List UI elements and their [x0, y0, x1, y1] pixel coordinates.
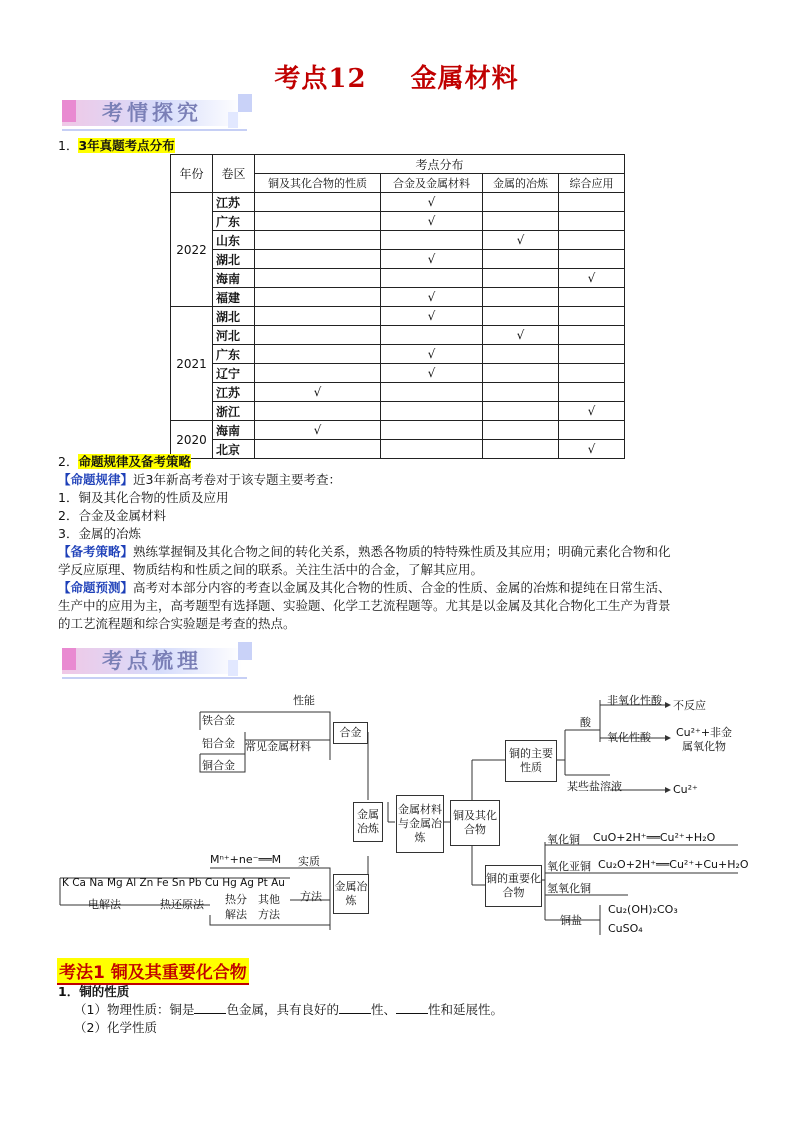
- check-mark: √: [381, 288, 483, 307]
- table-row: [171, 326, 625, 345]
- cell-empty: [559, 364, 625, 383]
- label-cu-salt: 铜盐: [560, 914, 582, 927]
- label-cu-alloy: 铜合金: [202, 759, 235, 772]
- label-salt-1: Cu₂(OH)₂CO₃: [608, 903, 678, 916]
- cell-empty: [483, 440, 559, 459]
- blank-color[interactable]: [194, 1001, 226, 1014]
- forecast-line3: 的工艺流程题和综合实验题是考查的热点。: [58, 616, 296, 631]
- table-row: [171, 288, 625, 307]
- cell-empty: [255, 250, 381, 269]
- banner-knowledge-review: [62, 644, 252, 682]
- cell-empty: [255, 231, 381, 250]
- label-m-thermal-reduction: 热还原法: [160, 898, 204, 911]
- cell-empty: [483, 212, 559, 231]
- node-cu-main: 铜的主要性质: [505, 740, 557, 782]
- cell-empty: [559, 212, 625, 231]
- check-mark: √: [381, 212, 483, 231]
- strategy-tag: 【备考策略】: [58, 544, 134, 559]
- cell-empty: [255, 364, 381, 383]
- label-essence-eq: Mⁿ⁺+ne⁻══M: [210, 853, 282, 866]
- node-center: 金属材料与金属冶炼: [396, 795, 444, 853]
- label-performance: 性能: [293, 694, 315, 707]
- label-no-reaction: 不反应: [673, 699, 706, 712]
- title-part1: 考点12: [274, 64, 367, 94]
- label-oxidizing-result: Cu²⁺+非金属氧化物: [675, 726, 733, 753]
- check-mark: √: [381, 364, 483, 383]
- cell-empty: [483, 383, 559, 402]
- section1-heading: 1．3年真题考点分布: [58, 138, 175, 153]
- table-row: [171, 440, 625, 459]
- page-title: [0, 58, 793, 95]
- section2-heading: 2．命题规律及备考策略: [58, 454, 191, 469]
- section1-heading-text: 3年真题考点分布: [78, 138, 175, 153]
- table-row: [171, 307, 625, 326]
- cell-empty: [255, 307, 381, 326]
- node-cu: 铜及其化合物: [450, 800, 500, 846]
- label-activity-series: K Ca Na Mg Al Zn Fe Sn Pb Cu Hg Ag Pt Au: [62, 877, 285, 889]
- check-mark: √: [381, 250, 483, 269]
- check-mark: √: [255, 421, 381, 440]
- label-cu2o: 氧化亚铜: [547, 860, 591, 873]
- table-row: [171, 231, 625, 250]
- th-area: 卷区: [213, 155, 255, 193]
- strategy-line1: 【备考策略】熟练掌握铜及其化合物之间的转化关系，熟悉各物质的特特殊性质及其应用；明确元素化合物和化: [58, 544, 671, 559]
- blank-conductivity-2[interactable]: [396, 1001, 428, 1014]
- check-mark: √: [559, 269, 625, 288]
- table-row: [171, 383, 625, 402]
- cell-empty: [559, 383, 625, 402]
- cell-empty: [483, 402, 559, 421]
- th-col: 综合应用: [559, 174, 625, 193]
- label-al-alloy: 铝合金: [202, 737, 235, 750]
- label-m-electrolysis: 电解法: [88, 898, 121, 911]
- rule-item: 2．合金及金属材料: [58, 508, 166, 523]
- label-acid: 酸: [580, 716, 591, 729]
- node-cu-compound: 铜的重要化合物: [485, 865, 542, 907]
- cell-empty: [381, 440, 483, 459]
- th-col: 金属的冶炼: [483, 174, 559, 193]
- cell-province: 海南: [213, 421, 255, 440]
- cell-empty: [381, 383, 483, 402]
- cell-empty: [483, 364, 559, 383]
- node-alloy: 合金: [333, 722, 368, 744]
- cell-empty: [559, 307, 625, 326]
- blank-conductivity-1[interactable]: [339, 1001, 371, 1014]
- check-mark: √: [483, 326, 559, 345]
- check-mark: √: [381, 193, 483, 212]
- rule-line: 【命题规律】近3年新高考卷对于该专题主要考查：: [58, 472, 341, 487]
- cell-empty: [559, 326, 625, 345]
- check-mark: √: [381, 307, 483, 326]
- cell-province: 海南: [213, 269, 255, 288]
- cell-province: 辽宁: [213, 364, 255, 383]
- label-salt-2: CuSO₄: [608, 922, 643, 935]
- rule-item: 3．金属的冶炼: [58, 526, 141, 541]
- cell-empty: [255, 326, 381, 345]
- physical-properties: （1）物理性质：铜是 色金属，具有良好的 性、 性和延展性。: [74, 1002, 504, 1017]
- label-essence: 实质: [298, 855, 320, 868]
- check-mark: √: [381, 345, 483, 364]
- check-mark: √: [255, 383, 381, 402]
- label-salt-result: Cu²⁺: [673, 783, 698, 796]
- forecast-line1: 【命题预测】高考对本部分内容的考查以金属及其化合物的性质、合金的性质、金属的冶炼和提纯在日常生活、: [58, 580, 671, 595]
- cell-year: 2020: [171, 421, 213, 459]
- cell-province: 北京: [213, 440, 255, 459]
- forecast-tag: 【命题预测】: [58, 580, 134, 595]
- cell-province: 湖北: [213, 250, 255, 269]
- check-mark: √: [559, 440, 625, 459]
- cell-year: 2022: [171, 193, 213, 307]
- label-iron-alloy: 铁合金: [202, 714, 235, 727]
- cell-year: 2021: [171, 307, 213, 421]
- label-cuo-eq: CuO+2H⁺══Cu²⁺+H₂O: [593, 831, 716, 844]
- forecast-line2: 生产中的应用为主，高考题型有选择题、实验题、化学工艺流程题等。尤其是以金属及其化合物化工生产为背景: [58, 598, 671, 613]
- cell-empty: [559, 250, 625, 269]
- cell-province: 福建: [213, 288, 255, 307]
- method1-heading: 考法1 铜及其重要化合物: [57, 958, 249, 985]
- th-col: 铜及其化合物的性质: [255, 174, 381, 193]
- label-common-materials: 常见金属材料: [245, 740, 311, 753]
- label-method: 方法: [300, 890, 322, 903]
- cell-province: 山东: [213, 231, 255, 250]
- distribution-table: [170, 154, 625, 459]
- cell-empty: [559, 193, 625, 212]
- cell-empty: [559, 421, 625, 440]
- th-col: 合金及金属材料: [381, 174, 483, 193]
- banner-exam-analysis-text: 考情探究: [102, 101, 202, 125]
- banner-exam-analysis: [62, 96, 252, 134]
- check-mark: √: [559, 402, 625, 421]
- table-row: [171, 269, 625, 288]
- label-cu-hydroxide: 氢氧化铜: [547, 882, 591, 895]
- table-row: [171, 364, 625, 383]
- cell-empty: [483, 421, 559, 440]
- table-row: [171, 250, 625, 269]
- cell-province: 广东: [213, 345, 255, 364]
- node-smelt-2: 金属冶炼: [333, 874, 369, 914]
- cell-empty: [483, 250, 559, 269]
- th-year: 年份: [171, 155, 213, 193]
- cell-empty: [255, 440, 381, 459]
- cell-empty: [255, 288, 381, 307]
- rule-item: 1．铜及其化合物的性质及应用: [58, 490, 229, 505]
- title-part2: 金属材料: [410, 64, 519, 94]
- node-smelt: 金属冶炼: [353, 802, 383, 842]
- banner-knowledge-review-text: 考点梳理: [102, 649, 202, 673]
- cell-empty: [255, 402, 381, 421]
- cell-province: 浙江: [213, 402, 255, 421]
- cell-empty: [381, 421, 483, 440]
- cell-empty: [381, 326, 483, 345]
- label-m-decomposition: 热分解法: [225, 893, 247, 921]
- cell-empty: [255, 269, 381, 288]
- cell-empty: [255, 193, 381, 212]
- label-cuo: 氧化铜: [547, 833, 580, 846]
- cell-empty: [255, 212, 381, 231]
- table-row: [171, 212, 625, 231]
- cell-empty: [483, 307, 559, 326]
- rule-tag: 【命题规律】: [58, 472, 134, 487]
- cell-empty: [559, 288, 625, 307]
- cell-province: 湖北: [213, 307, 255, 326]
- label-oxidizing-acid: 氧化性酸: [607, 731, 651, 744]
- label-non-oxidizing-acid: 非氧化性酸: [607, 694, 662, 707]
- chemical-properties: （2）化学性质: [74, 1020, 157, 1035]
- cell-empty: [483, 269, 559, 288]
- cell-province: 江苏: [213, 383, 255, 402]
- cell-empty: [483, 345, 559, 364]
- label-m-other: 其他方法: [258, 893, 280, 921]
- strategy-line2: 学反应原理、物质结构和性质之间的联系。关注生活中的合金，了解其应用。: [58, 562, 484, 577]
- cell-empty: [381, 402, 483, 421]
- cell-empty: [381, 269, 483, 288]
- cu-properties-heading: 1．铜的性质: [58, 984, 130, 999]
- table-row: [171, 345, 625, 364]
- label-salt-solution: 某些盐溶液: [567, 780, 622, 793]
- cell-province: 河北: [213, 326, 255, 345]
- cell-empty: [483, 288, 559, 307]
- table-row: [171, 421, 625, 440]
- table-row: [171, 193, 625, 212]
- cell-province: 江苏: [213, 193, 255, 212]
- cell-empty: [559, 345, 625, 364]
- label-cu2o-eq: Cu₂O+2H⁺══Cu²⁺+Cu+H₂O: [598, 858, 749, 871]
- cell-empty: [559, 231, 625, 250]
- check-mark: √: [483, 231, 559, 250]
- cell-province: 广东: [213, 212, 255, 231]
- cell-empty: [483, 193, 559, 212]
- table-row: [171, 402, 625, 421]
- th-group: 考点分布: [255, 155, 625, 174]
- cell-empty: [381, 231, 483, 250]
- section2-heading-text: 命题规律及备考策略: [78, 454, 191, 469]
- cell-empty: [255, 345, 381, 364]
